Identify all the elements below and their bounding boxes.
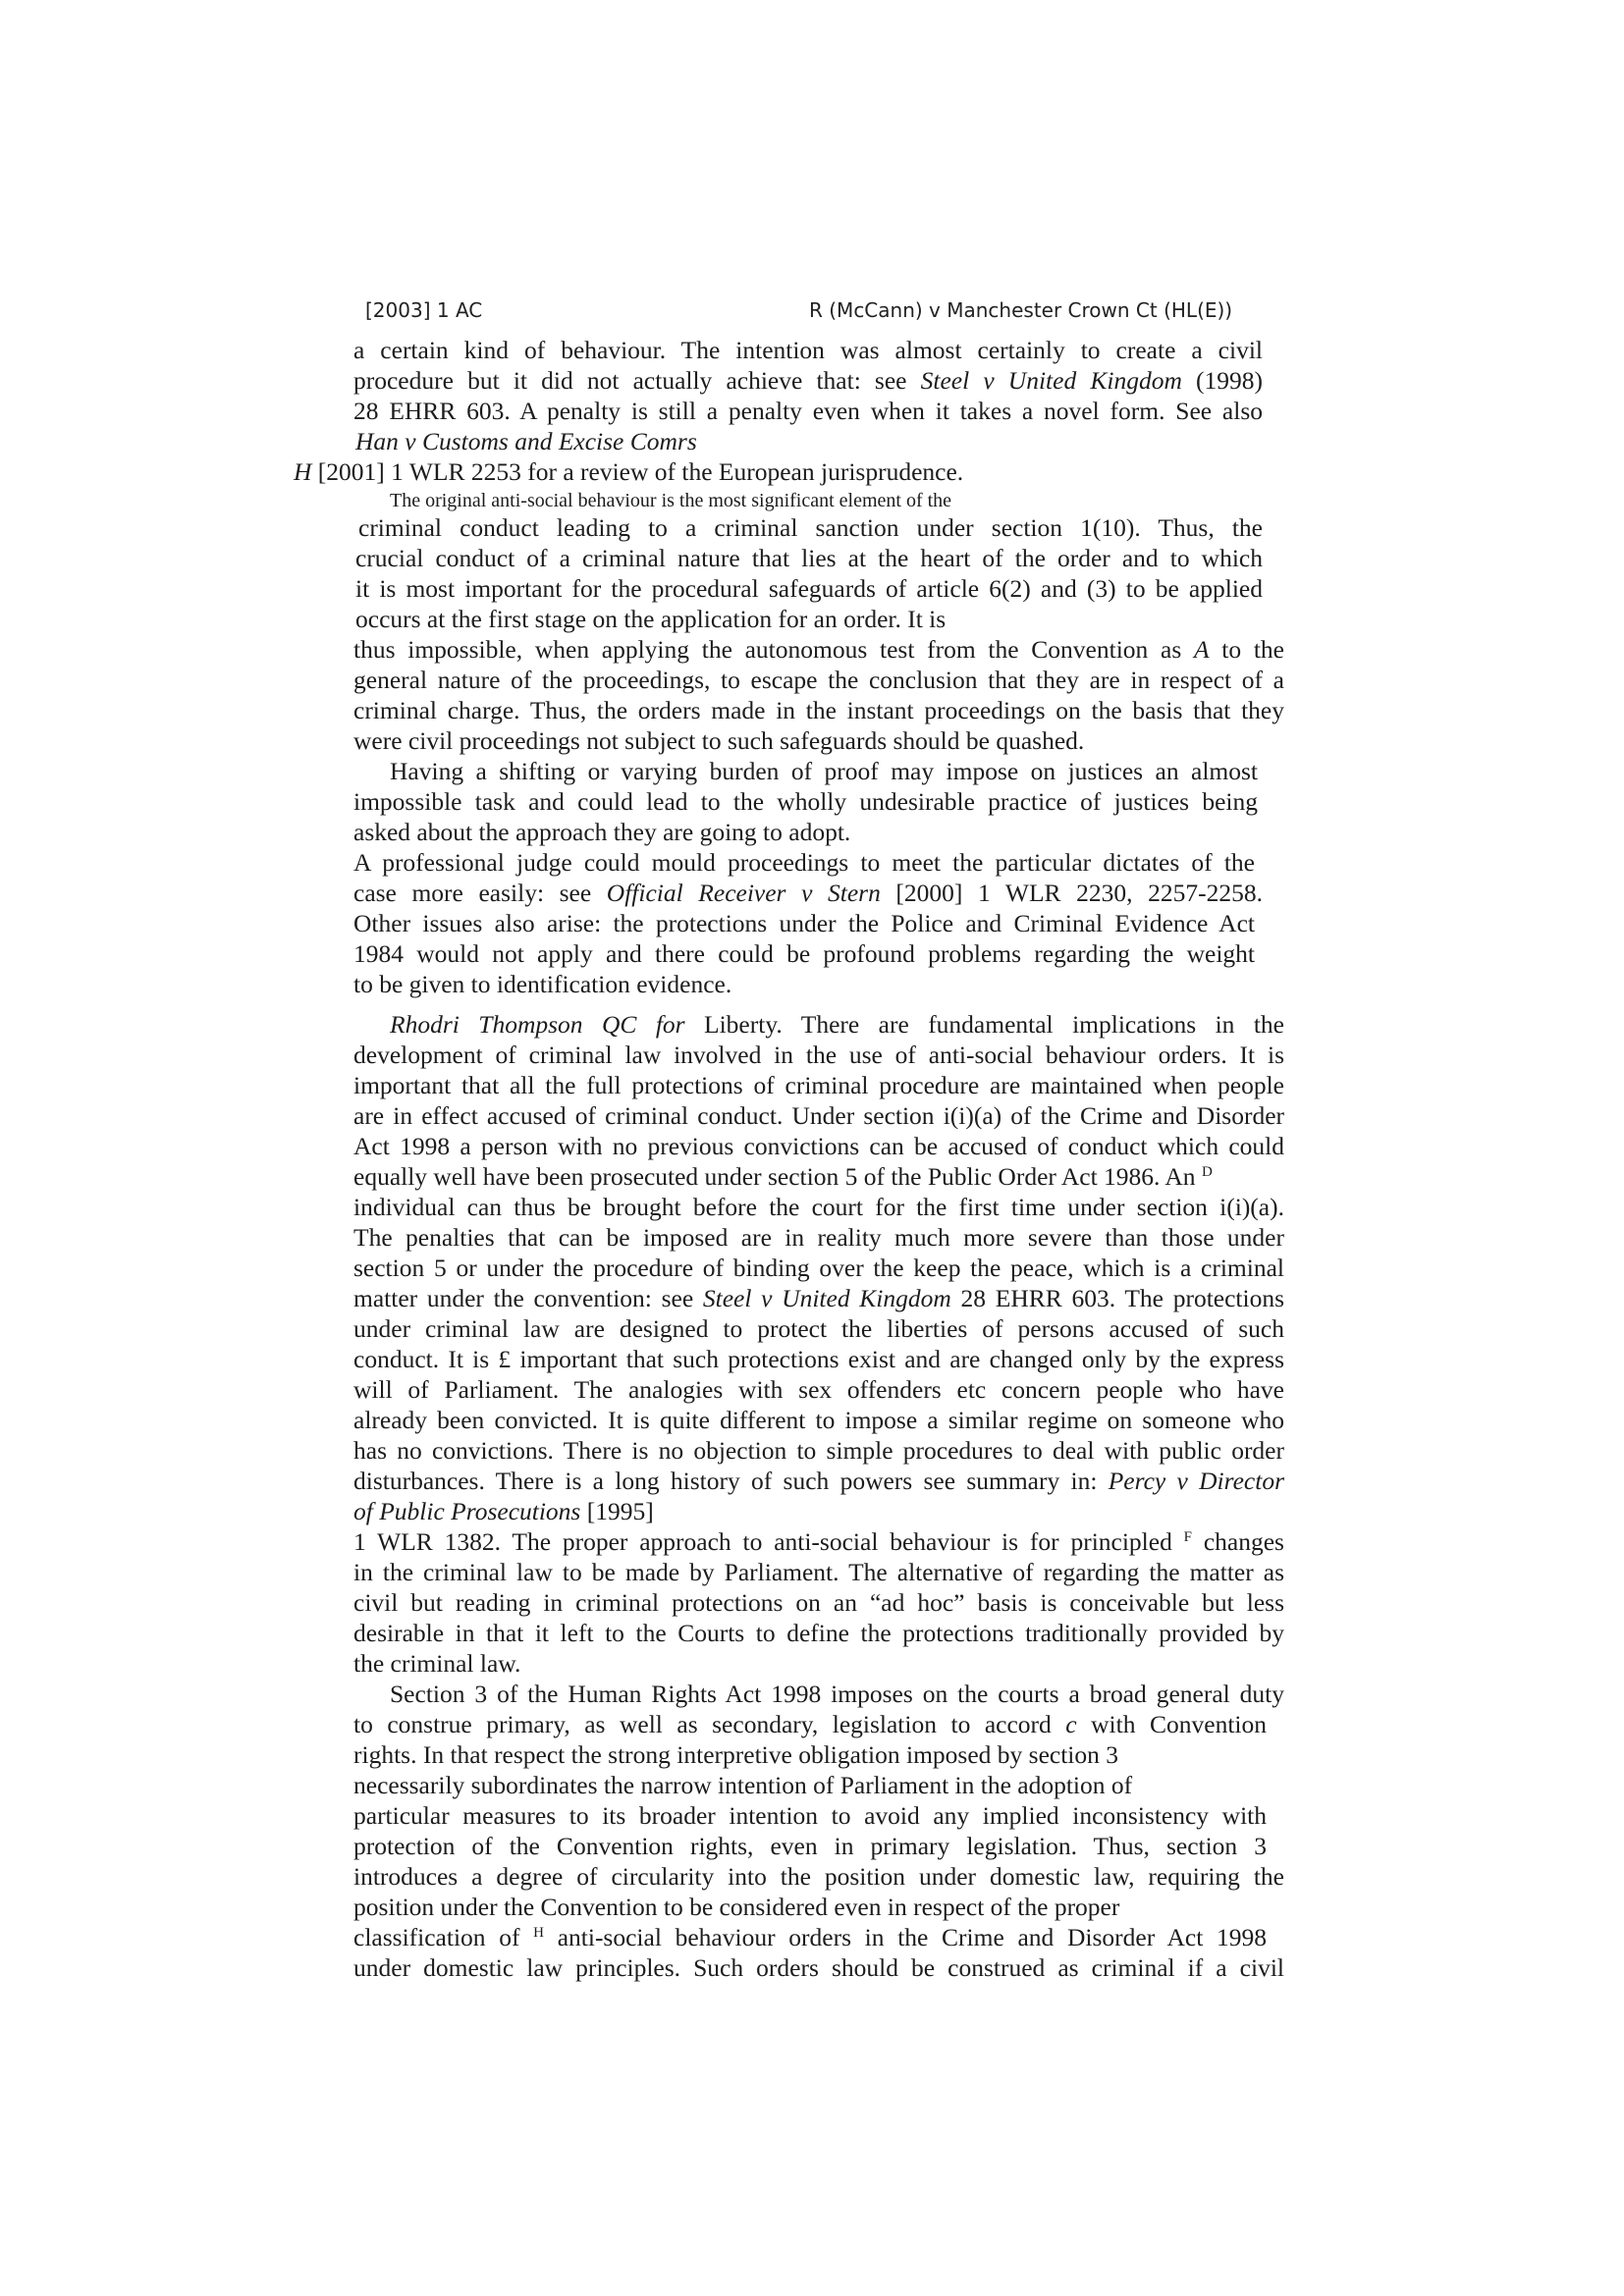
text-line: already been convicted. It is quite different to impose a similar regime on someone who [353,1406,1284,1434]
text-line: introduces a degree of circularity into the position under domestic law, requiring the [353,1862,1284,1891]
text-line: H [2001] 1 WLR 2253 for a review of the European jurisprudence. [294,457,964,486]
header-citation: [2003] 1 AC [365,298,483,322]
text-line: necessarily subordinates the narrow intention of Parliament in the adoption of [353,1771,1133,1799]
text-line: case more easily: see Official Receiver v Stern [2000] 1 WLR 2230, 2257-2258. [353,879,1263,907]
text-line: Other issues also arise: the protections under the Police and Criminal Evidence Act [353,909,1255,937]
text-line: to be given to identification evidence. [353,970,732,998]
text-line: Rhodri Thompson QC for Liberty. There are fundamental implications in the [390,1010,1284,1039]
text-line: criminal conduct leading to a criminal sanction under section 1(10). Thus, the [358,513,1263,542]
text-line: classification of H anti-social behaviour orders in the Crime and Disorder Act 1998 [353,1923,1268,1951]
text-line: crucial conduct of a criminal nature that lies at the heart of the order and to which [355,544,1263,572]
text-line: matter under the convention: see Steel v United Kingdom 28 EHRR 603. The protections [353,1284,1285,1312]
text-line: desirable in that it left to the Courts to define the protections traditionally provided by [353,1619,1284,1647]
text-line: it is most important for the procedural safeguards of article 6(2) and (3) to be applied [355,574,1263,603]
text-line: in the criminal law to be made by Parliament. The alternative of regarding the matter as [353,1558,1284,1586]
counsel-name: Rhodri Thompson QC for [390,1010,685,1039]
text-line: development of criminal law involved in the use of anti-social behaviour orders. It is [353,1041,1284,1069]
text-line: disturbances. There is a long history of such powers see summary in: Percy v Director [353,1467,1284,1495]
running-header [365,298,1269,328]
text-line: of Public Prosecutions [1995] [353,1497,654,1525]
text-line: 28 EHRR 603. A penalty is still a penalty even when it takes a novel form. See also [353,397,1263,425]
text-line: Act 1998 a person with no previous convictions can be accused of conduct which could [353,1132,1284,1160]
text-line: The original anti-social behaviour is the most significant element of the [390,490,952,511]
text-line: to construe primary, as well as secondary, legislation to accord c with Convention [353,1710,1267,1738]
text-line: occurs at the first stage on the application for an order. It is [355,605,947,633]
text-line: under criminal law are designed to protect the liberties of persons accused of such [353,1314,1284,1343]
text-line: criminal charge. Thus, the orders made in the instant proceedings on the basis that they [353,696,1284,724]
text-line: the criminal law. [353,1649,521,1678]
case-name: Steel v United Kingdom [702,1284,951,1312]
text-line: civil but reading in criminal protections on an “ad hoc” basis is conceivable but less [353,1588,1284,1617]
text-line: protection of the Convention rights, even in primary legislation. Thus, section 3 [353,1832,1267,1860]
text-line: conduct. It is £ important that such protections exist and are changed only by the express [353,1345,1284,1373]
document-body [294,335,1313,1983]
text-line: 1 WLR 1382. The proper approach to anti-social behaviour is for principled F changes [353,1527,1284,1556]
text-line: were civil proceedings not subject to such safeguards should be quashed. [353,726,1085,755]
margin-letter: H [294,457,312,486]
text-line [355,426,1313,456]
text-line: The penalties that can be imposed are in reality much more severe than those under [353,1223,1284,1252]
text-line: important that all the full protections of criminal procedure are maintained when people [353,1071,1284,1099]
case-name: Han v Customs and Excise Comrs [355,427,697,455]
text-line: thus impossible, when applying the autonomous test from the Convention as A to the [353,635,1284,664]
text-line: a certain kind of behaviour. The intention was almost certainly to create a civil [353,336,1263,364]
text-line: 1984 would not apply and there could be profound problems regarding the weight [353,939,1255,968]
case-name: Steel v United Kingdom [920,366,1182,395]
text-line: has no convictions. There is no objection to simple procedures to deal with public order [353,1436,1284,1465]
margin-letter: c [1065,1710,1077,1738]
text-line: equally well have been prosecuted under section 5 of the Public Order Act 1986. An D [353,1162,1213,1191]
text-line: asked about the approach they are going to adopt. [353,818,851,846]
case-name: of Public Prosecutions [353,1497,581,1525]
text-line: Having a shifting or varying burden of proof may impose on justices an almost [390,757,1258,785]
text-line: impossible task and could lead to the wholly undesirable practice of justices being [353,787,1258,816]
text-line: A professional judge could mould proceedings to meet the particular dictates of the [353,848,1255,877]
text-line: general nature of the proceedings, to escape the conclusion that they are in respect of a [353,666,1284,694]
text-line: particular measures to its broader intention to avoid any implied inconsistency with [353,1801,1267,1830]
text-line: procedure but it did not actually achieve that: see Steel v United Kingdom (1998) [353,366,1264,395]
text-line: position under the Convention to be considered even in respect of the proper [353,1893,1120,1921]
text-line: individual can thus be brought before the court for the first time under section i(i)(a). [353,1193,1284,1221]
text-line: under domestic law principles. Such orders should be construed as criminal if a civil [353,1953,1284,1982]
text-line: rights. In that respect the strong interpretive obligation imposed by section 3 [353,1740,1118,1769]
case-name: Official Receiver v Stern [606,879,881,907]
text-line: will of Parliament. The analogies with sex offenders etc concern people who have [353,1375,1284,1404]
text-line: Section 3 of the Human Rights Act 1998 imposes on the courts a broad general duty [390,1680,1284,1708]
text-line: are in effect accused of criminal conduct. Under section i(i)(a) of the Crime and Disorder [353,1101,1284,1130]
margin-letter: A [1193,635,1210,664]
text-line: section 5 or under the procedure of binding over the keep the peace, which is a criminal [353,1254,1284,1282]
case-name: Percy v Director [1108,1467,1284,1495]
header-case-title: R (McCann) v Manchester Crown Ct (HL(E)) [809,298,1233,322]
